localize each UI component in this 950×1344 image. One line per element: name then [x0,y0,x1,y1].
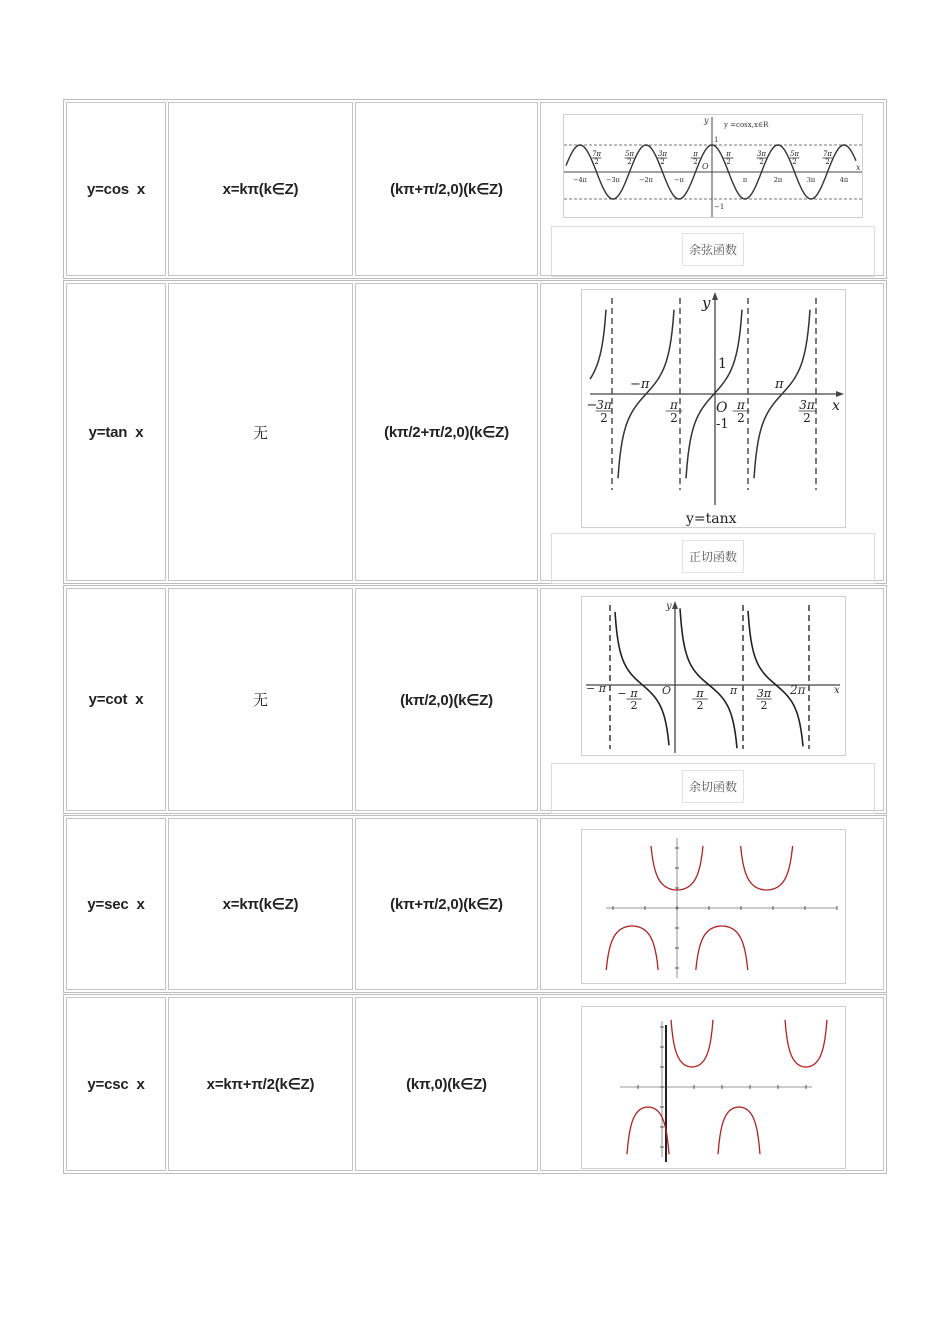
frac-label-denominator: 2 [594,158,599,166]
pi-label: π [775,377,784,392]
cot-graph-svg [582,597,846,756]
sec-graph [581,829,846,984]
caption-box [551,763,875,814]
neg-pi-label: −π [630,377,650,392]
row-tan [63,280,887,584]
asymptote-cell [168,588,353,811]
frac-label-numerator: 7π [591,150,602,158]
caption: 余切函数 [682,770,744,803]
tick-label: 2π [773,176,783,184]
y-arrow-icon [712,292,718,300]
x-label: x [834,685,840,696]
origin-label: O [702,162,709,171]
asymptote-cell [168,283,353,581]
frac-label-numerator: π [670,398,678,412]
graph-cell [540,997,884,1171]
x-label: x [856,163,861,172]
tick-label: π [742,176,748,184]
asymptote-text: x=kπ(k∈Z) [222,896,299,913]
asymptote-text: x=kπ(k∈Z) [222,181,299,198]
row-sec [63,815,887,993]
csc-graph-svg [582,1007,846,1169]
x-arrow-icon [836,391,844,397]
asymptote-cell [168,102,353,276]
frac-label-numerator: 3π [596,398,612,412]
frac-label-denominator: 2 [760,699,768,712]
caption-box [551,533,875,584]
cot-graph [581,596,846,756]
function-name: y=cos x [86,180,146,198]
tan-graph [581,289,846,528]
tick-label: −3π [606,176,620,184]
frac-label-denominator: 2 [670,411,678,425]
frac-label-numerator: π [737,398,745,412]
frac-label-denominator: 2 [759,158,764,166]
row-cot [63,585,887,814]
asymptote-cell [168,997,353,1171]
sec-graph-svg [582,830,846,984]
frac-label-denominator: 2 [803,411,811,425]
caption: 余弦函数 [682,233,744,266]
neg-one-label: −1 [714,203,725,211]
minus-sign: − [617,687,627,700]
graph-cell [540,283,884,581]
tick-labels [617,687,771,712]
frac-label-numerator: 3π [799,398,815,412]
frac-label-denominator: 2 [737,411,745,425]
caption: 正切函数 [682,540,744,573]
frac-label-numerator: π [693,150,698,158]
center-cell [355,818,538,990]
frac-label-denominator: 2 [696,699,704,712]
center-text: (kπ/2,0)(k∈Z) [400,691,493,709]
pi-label: π [730,684,738,697]
graph-cell [540,588,884,811]
frac-label-numerator: π [630,687,638,700]
frac-label-numerator: 3π [756,687,772,700]
frac-label-denominator: 2 [825,158,830,166]
center-cell [355,588,538,811]
neg-pi-label: − π [586,682,606,695]
tick-labels [573,150,849,184]
tan-graph-svg [582,290,846,528]
x-label: x [832,398,840,414]
tick-label: 3π [806,176,816,184]
center-text: (kπ+π/2,0)(k∈Z) [390,896,503,913]
neg-one-label: -1 [716,417,729,432]
y-arrow-icon [672,601,678,609]
row-csc [63,994,887,1174]
cot-curve [615,608,803,748]
frac-label-numerator: 7π [822,150,833,158]
tick-label: −π [674,176,684,184]
graph-title: y =cosx,x∈R [724,121,769,129]
caption-box [551,226,875,277]
asymptote-text: 无 [252,691,268,709]
tick-label: −2π [639,176,653,184]
center-cell [355,997,538,1171]
y-label: y [704,116,709,125]
csc-graph [581,1006,846,1169]
frac-label-denominator: 2 [792,158,797,166]
row-cos [63,99,887,279]
graph-cell [540,102,884,276]
function-cell [66,588,166,811]
function-cell [66,818,166,990]
frac-label-denominator: 2 [660,158,665,166]
asymptote-cell [168,818,353,990]
frac-label-numerator: 5π [624,150,635,158]
cos-graph [563,114,863,218]
one-label: 1 [714,136,719,144]
frac-label-numerator: π [726,150,731,158]
asymptote-text: 无 [252,423,268,442]
minus-sign: − [586,398,598,413]
center-text: (kπ,0)(k∈Z) [406,1076,487,1093]
tick-label: −4π [573,176,587,184]
frac-label-numerator: π [696,687,704,700]
frac-label-denominator: 2 [693,158,698,166]
function-name: y=tan x [88,423,144,441]
center-text: (kπ/2+π/2,0)(k∈Z) [384,424,509,441]
origin-label: O [716,400,728,416]
frac-label-denominator: 2 [726,158,731,166]
function-cell [66,283,166,581]
function-cell [66,102,166,276]
frac-label-denominator: 2 [600,411,608,425]
y-label: y [702,294,711,312]
frac-label-denominator: 2 [630,699,638,712]
function-cell [66,997,166,1171]
one-label: 1 [718,356,727,372]
function-name: y=sec x [87,895,145,913]
tick-label: 4π [839,176,849,184]
frac-label-numerator: 5π [789,150,800,158]
function-name: y=cot x [88,691,144,708]
graph-bottom-label: y=tanx [686,511,737,527]
function-name: y=csc x [87,1075,145,1093]
graph-cell [540,818,884,990]
center-text: (kπ+π/2,0)(k∈Z) [390,181,503,198]
cos-graph-svg [564,115,863,218]
center-cell [355,283,538,581]
origin-label: O [662,684,672,697]
y-label: y [666,601,672,612]
frac-label-denominator: 2 [627,158,632,166]
center-cell [355,102,538,276]
two-pi-label: 2π [790,683,806,697]
frac-label-numerator: 3π [756,150,767,158]
asymptote-text: x=kπ+π/2(k∈Z) [206,1076,315,1093]
frac-label-numerator: 3π [657,150,668,158]
